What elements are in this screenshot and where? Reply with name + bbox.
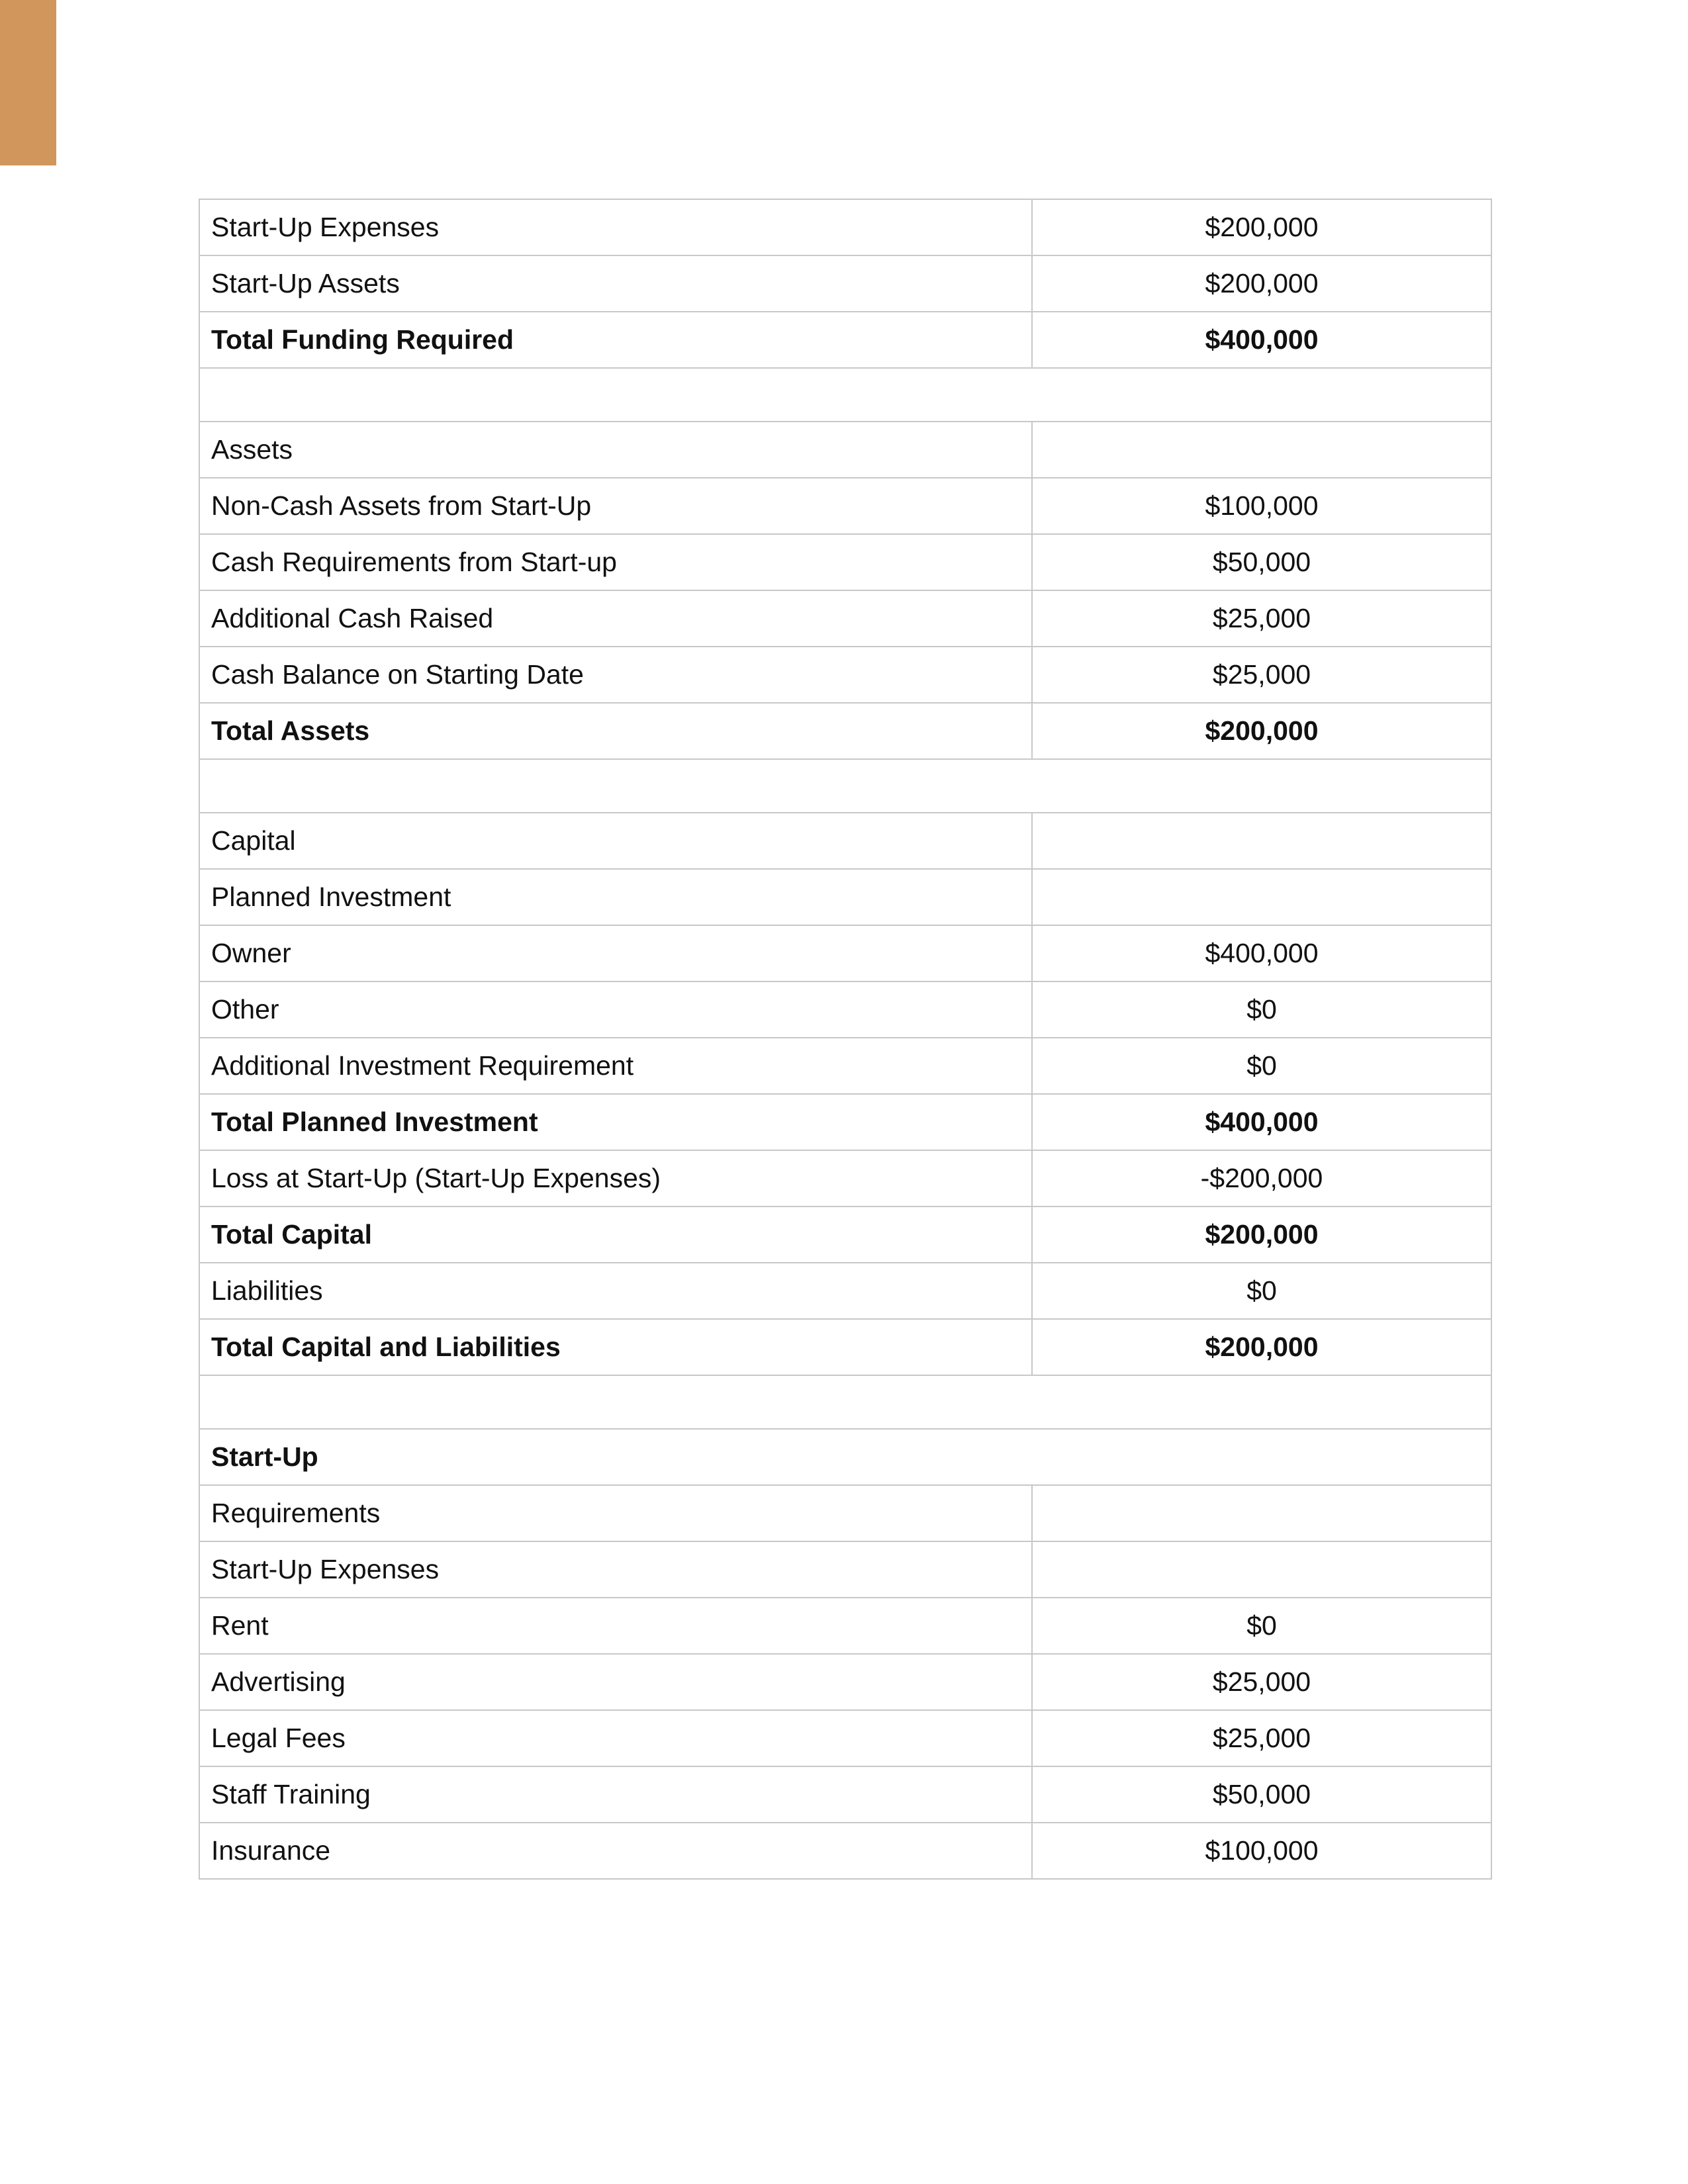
table-row [199, 1150, 1491, 1206]
row-value: $100,000 [1032, 478, 1491, 534]
row-label: Liabilities [199, 1263, 1032, 1319]
total-row [199, 1206, 1491, 1263]
row-label: Insurance [199, 1823, 1032, 1879]
row-label: Legal Fees [199, 1710, 1032, 1766]
row-label: Rent [199, 1598, 1032, 1654]
row-label: Owner [199, 925, 1032, 981]
row-value: $25,000 [1032, 590, 1491, 647]
row-value: $200,000 [1032, 199, 1491, 255]
row-value: $400,000 [1032, 312, 1491, 368]
section-header-label: Start-Up [199, 1429, 1491, 1485]
table-row [199, 1541, 1491, 1598]
table-row [199, 981, 1491, 1038]
row-label: Additional Cash Raised [199, 590, 1032, 647]
table-row [199, 1038, 1491, 1094]
spacer-cell [199, 759, 1491, 813]
row-value: $0 [1032, 981, 1491, 1038]
table-row [199, 1263, 1491, 1319]
row-value: $25,000 [1032, 1710, 1491, 1766]
row-value [1032, 813, 1491, 869]
row-label: Total Planned Investment [199, 1094, 1032, 1150]
total-row [199, 1094, 1491, 1150]
table-row [199, 813, 1491, 869]
total-row [199, 1319, 1491, 1375]
table-row [199, 1710, 1491, 1766]
spacer-cell [199, 1375, 1491, 1429]
row-value: $0 [1032, 1038, 1491, 1094]
row-label: Start-Up Assets [199, 255, 1032, 312]
row-label: Start-Up Expenses [199, 1541, 1032, 1598]
row-label: Assets [199, 422, 1032, 478]
spacer-row [199, 759, 1491, 813]
table-row [199, 647, 1491, 703]
section-header-row [199, 1429, 1491, 1485]
row-label: Non-Cash Assets from Start-Up [199, 478, 1032, 534]
spacer-row [199, 368, 1491, 422]
row-label: Staff Training [199, 1766, 1032, 1823]
spacer-cell [199, 368, 1491, 422]
row-label: Total Capital and Liabilities [199, 1319, 1032, 1375]
total-row [199, 312, 1491, 368]
table-row [199, 1598, 1491, 1654]
row-label: Planned Investment [199, 869, 1032, 925]
spacer-row [199, 1375, 1491, 1429]
table-row [199, 869, 1491, 925]
row-value: $25,000 [1032, 1654, 1491, 1710]
row-value: $0 [1032, 1598, 1491, 1654]
row-label: Capital [199, 813, 1032, 869]
row-value: $200,000 [1032, 1319, 1491, 1375]
row-value: $25,000 [1032, 647, 1491, 703]
row-label: Total Assets [199, 703, 1032, 759]
row-value: -$200,000 [1032, 1150, 1491, 1206]
table-body [199, 199, 1491, 1879]
row-label: Requirements [199, 1485, 1032, 1541]
row-value [1032, 422, 1491, 478]
row-label: Additional Investment Requirement [199, 1038, 1032, 1094]
row-label: Start-Up Expenses [199, 199, 1032, 255]
table-row [199, 925, 1491, 981]
row-value: $100,000 [1032, 1823, 1491, 1879]
table-row [199, 534, 1491, 590]
row-label: Total Capital [199, 1206, 1032, 1263]
row-value: $0 [1032, 1263, 1491, 1319]
table-row [199, 1766, 1491, 1823]
row-label: Total Funding Required [199, 312, 1032, 368]
row-label: Loss at Start-Up (Start-Up Expenses) [199, 1150, 1032, 1206]
table-row [199, 1823, 1491, 1879]
startup-funding-table [199, 199, 1492, 1880]
row-label: Cash Requirements from Start-up [199, 534, 1032, 590]
table-row [199, 590, 1491, 647]
row-value: $50,000 [1032, 534, 1491, 590]
row-value: $200,000 [1032, 255, 1491, 312]
row-label: Cash Balance on Starting Date [199, 647, 1032, 703]
table-row [199, 255, 1491, 312]
corner-accent-tab [0, 0, 56, 165]
table-row [199, 1485, 1491, 1541]
total-row [199, 703, 1491, 759]
row-label: Other [199, 981, 1032, 1038]
table-row [199, 478, 1491, 534]
row-label: Advertising [199, 1654, 1032, 1710]
table-row [199, 422, 1491, 478]
table-row [199, 1654, 1491, 1710]
row-value: $50,000 [1032, 1766, 1491, 1823]
row-value [1032, 869, 1491, 925]
row-value: $200,000 [1032, 703, 1491, 759]
row-value [1032, 1485, 1491, 1541]
row-value: $400,000 [1032, 925, 1491, 981]
row-value: $200,000 [1032, 1206, 1491, 1263]
row-value: $400,000 [1032, 1094, 1491, 1150]
row-value [1032, 1541, 1491, 1598]
table-row [199, 199, 1491, 255]
